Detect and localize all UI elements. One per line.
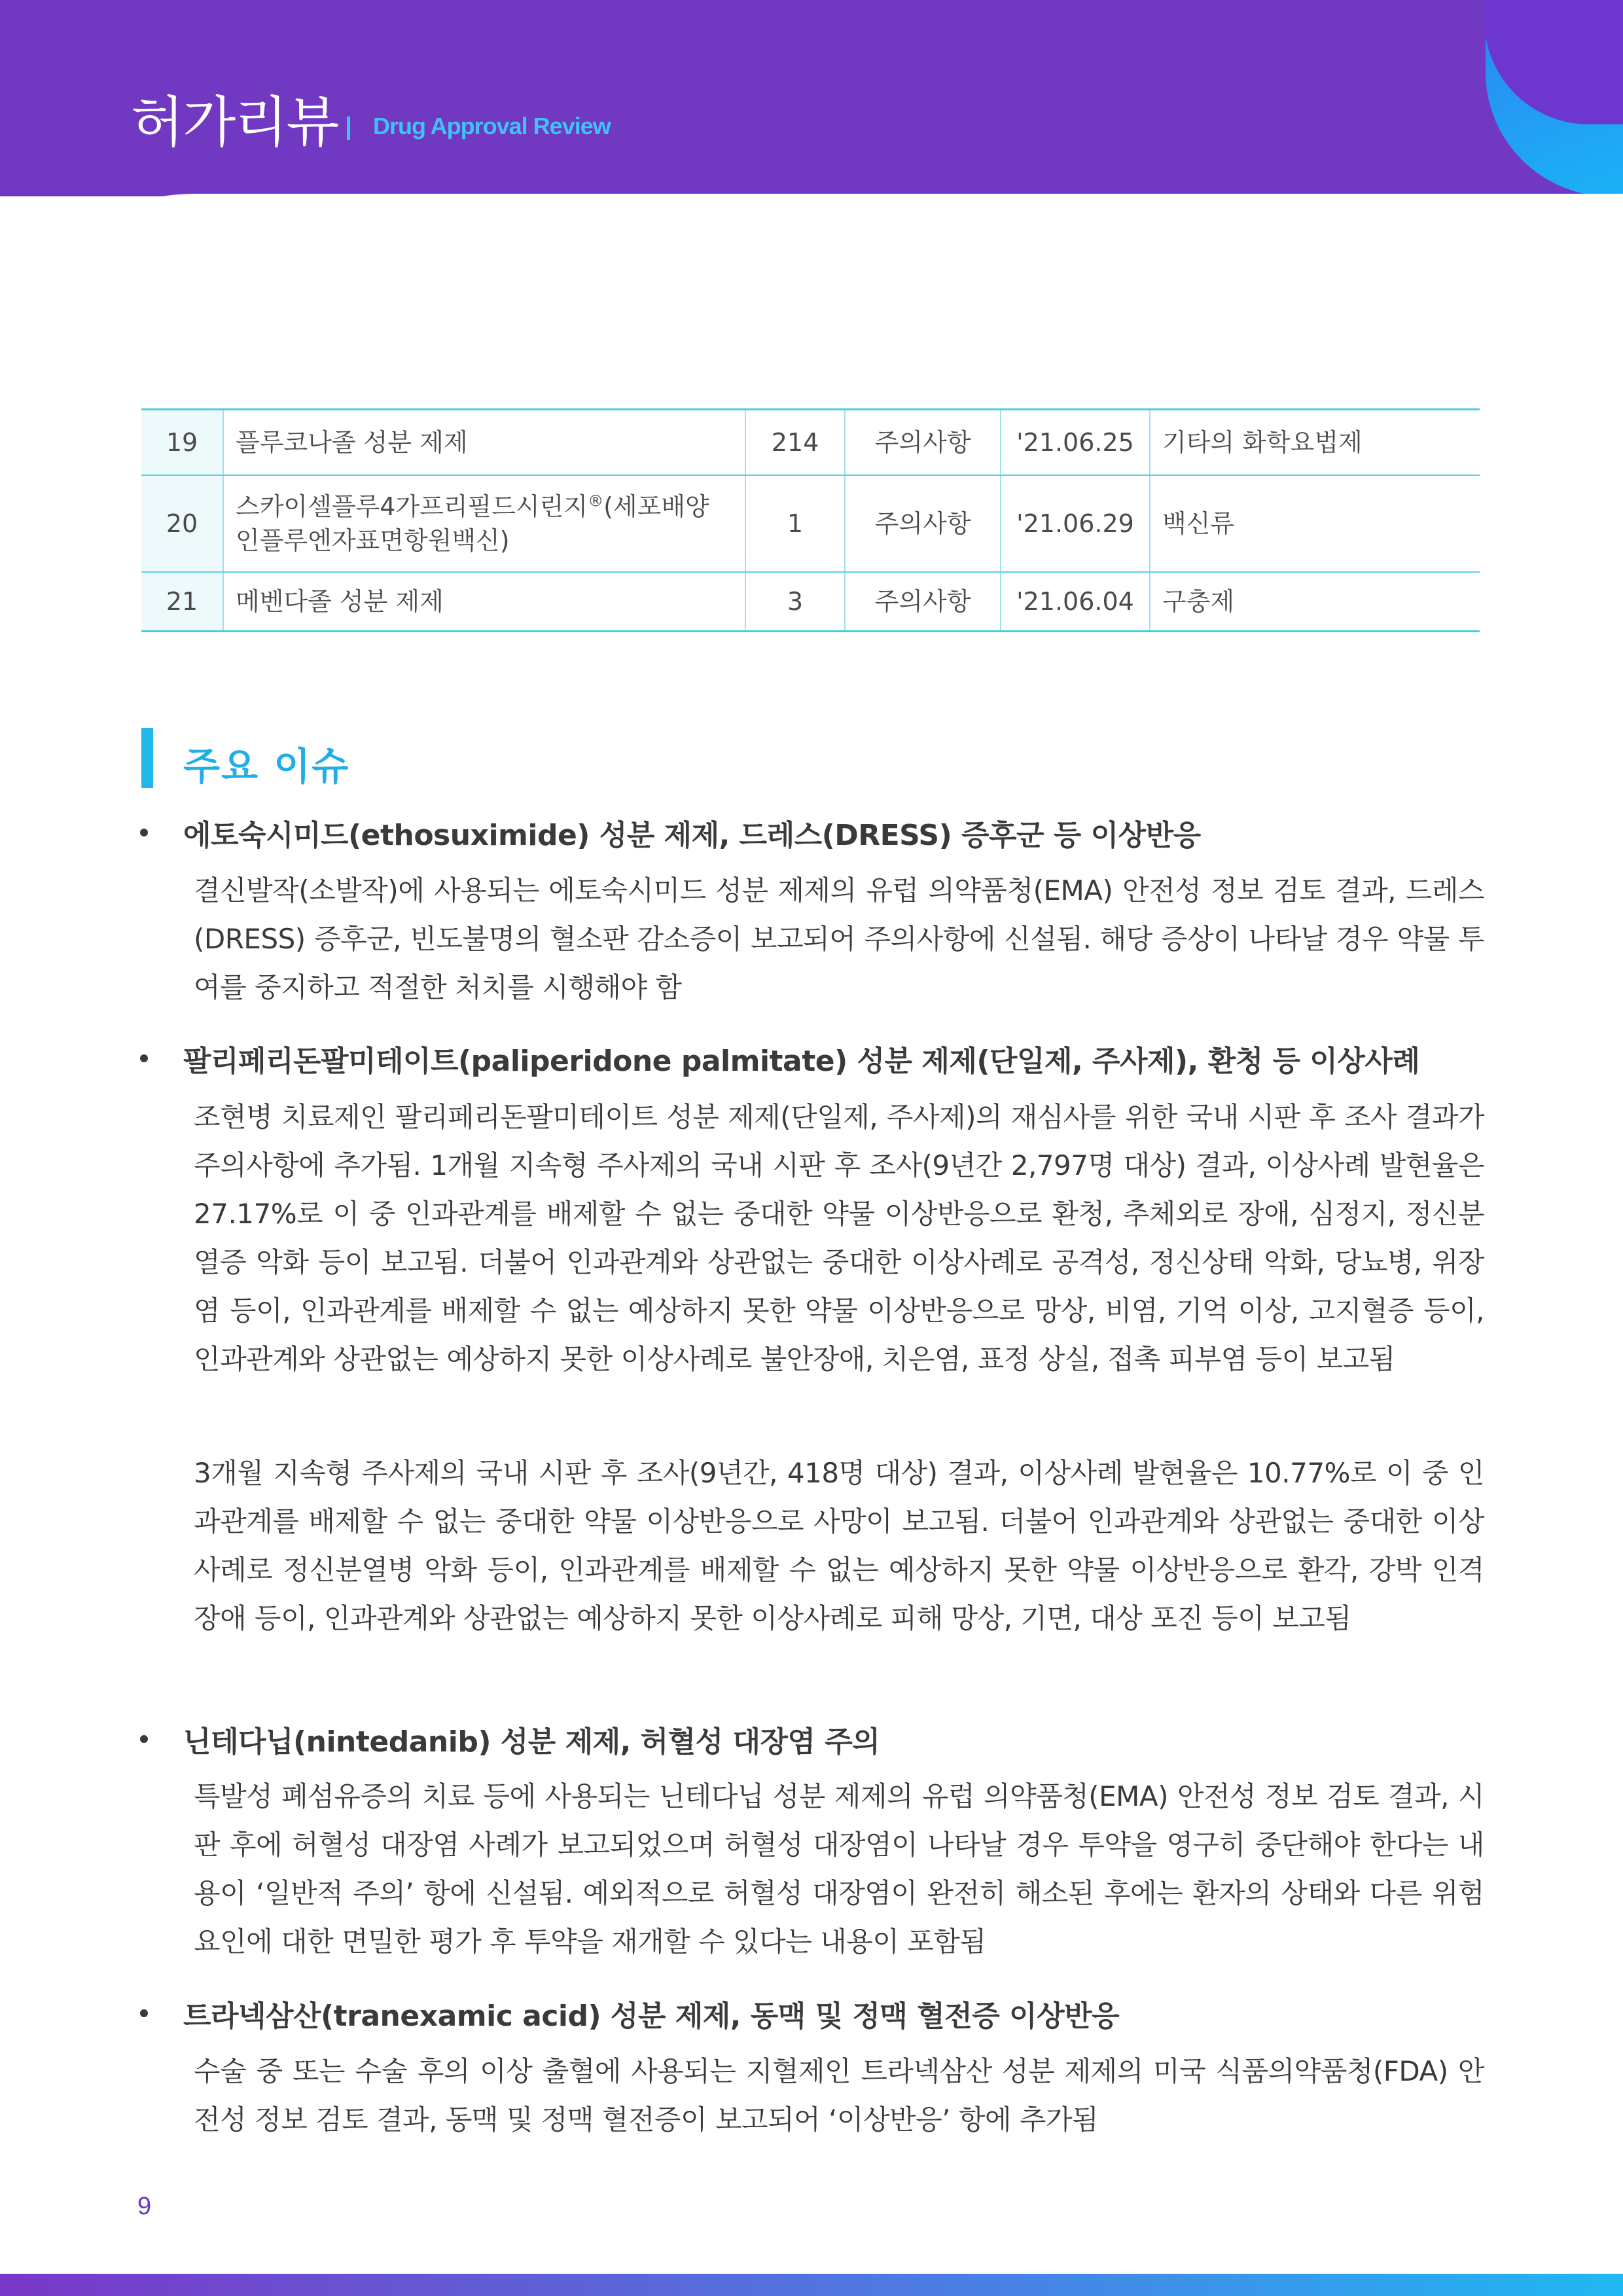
change-type: 주의사항 — [845, 410, 1001, 476]
bullet-icon — [140, 1735, 148, 1743]
bullet-icon — [140, 1054, 148, 1062]
product-name: 메벤다졸 성분 제제 — [223, 572, 745, 632]
product-name: 스카이셀플루4가프리필드시린지®(세포배양 인플루엔자표면항원백신) — [223, 475, 745, 572]
issue-title: 닌테다닙(nintedanib) 성분 제제, 허혈성 대장염 주의 — [183, 1725, 880, 1759]
approval-table — [141, 408, 1480, 632]
issue-paragraph: 3개월 지속형 주사제의 국내 시판 후 조사(9년간, 418명 대상) 결과, 이상사례 발현율은 10.77%로 이 중 인과관계를 배제할 수 없는 중대한 약물 이상반응으로 사망이 보고됨. 더불어 인과관계와 상관없는 중대한 이상사례로 정신분열병 악화 등이, 인과관계를 배제할 수 없는 예상하지 못한 약물 이상반응으로 환각, 강박 인격 장애 등이, 인과관계와 상관없는 예상하지 못한 이상사례로 피해 망상, 기면, 대상 포진 등이 보고됨 — [194, 1457, 1484, 1634]
issue-paragraph: 조현병 치료제인 팔리페리돈팔미테이트 성분 제제(단일제, 주사제)의 재심사를 위한 국내 시판 후 조사 결과가 주의사항에 추가됨. 1개월 지속형 주사제의 국내 시판 후 조사(9년간 2,797명 대상) 결과, 이상사례 발현율은 27.17%로 이 중 인과관계를 배제할 수 없는 중대한 약물 이상반응으로 환청, 추체외로 장애, 심정지, 정신분열증 악화 등이 보고됨. 더불어 인과관계와 상관없는 중대한 이상사례로 공격성, 정신상태 악화, 당뇨병, 위장염 등이, 인과관계를 배제할 수 없는 예상하지 못한 약물 이상반응으로 망상, 비염, 기억 이상, 고지혈증 등이, 인과관계와 상관없는 예상하지 못한 이상사례로 불안장애, 치은염, 표정 상실, 접촉 피부염 등이 보고됨 — [194, 1101, 1484, 1375]
issue-title: 트라넥삼산(tranexamic acid) 성분 제제, 동맥 및 정맥 혈전증 이상반응 — [183, 2000, 1120, 2033]
issue-title: 팔리페리돈팔미테이트(paliperidone palmitate) 성분 제제(단일제, 주사제), 환청 등 이상사례 — [183, 1045, 1420, 1078]
issue-title: 에토숙시미드(ethosuximide) 성분 제제, 드레스(DRESS) 증후군 등 이상반응 — [183, 819, 1201, 852]
change-type: 주의사항 — [845, 475, 1001, 572]
drug-class: 백신류 — [1150, 475, 1480, 572]
issue-paragraph: 수술 중 또는 수술 후의 이상 출혈에 사용되는 지혈제인 트라넥삼산 성분 제제의 미국 식품의약품청(FDA) 안전성 정보 검토 결과, 동맥 및 정맥 혈전증이 보고되어 ‘이상반응’ 항에 추가됨 — [194, 2055, 1484, 2136]
item-count: 1 — [745, 475, 845, 572]
row-number: 19 — [141, 410, 223, 476]
page-number: 9 — [137, 2193, 152, 2220]
issue-paragraph: 결신발작(소발작)에 사용되는 에토숙시미드 성분 제제의 유럽 의약품청(EMA) 안전성 정보 검토 결과, 드레스(DRESS) 증후군, 빈도불명의 혈소판 감소증이 보고되어 주의사항에 신설됨. 해당 증상이 나타날 경우 약물 투여를 중지하고 적절한 처치를 시행해야 함 — [194, 874, 1484, 1003]
change-date: '21.06.25 — [1001, 410, 1150, 476]
table-row — [141, 572, 1480, 632]
page-header — [0, 0, 1623, 196]
change-type: 주의사항 — [845, 572, 1001, 632]
change-date: '21.06.04 — [1001, 572, 1150, 632]
header-title: 허가리뷰 — [131, 90, 338, 154]
issue-paragraph: 특발성 폐섬유증의 치료 등에 사용되는 닌테다닙 성분 제제의 유럽 의약품청(EMA) 안전성 정보 검토 결과, 시판 후에 허혈성 대장염 사례가 보고되었으며 허혈성 대장염이 나타날 경우 투약을 영구히 중단해야 한다는 내용이 ‘일반적 주의’ 항에 신설됨. 예외적으로 허혈성 대장염이 완전히 해소된 후에는 환자의 상태와 다른 위험 요인에 대한 면밀한 평가 후 투약을 재개할 수 있다는 내용이 포함됨 — [194, 1780, 1484, 1958]
header-divider — [347, 117, 350, 140]
table-row — [141, 410, 1480, 476]
section-title: 주요 이슈 — [183, 744, 350, 789]
header-subtitle: Drug Approval Review — [373, 113, 611, 139]
change-date: '21.06.29 — [1001, 475, 1150, 572]
bullet-icon — [140, 2009, 148, 2017]
bullet-icon — [140, 829, 148, 836]
row-number: 21 — [141, 572, 223, 632]
table-row — [141, 475, 1480, 572]
item-count: 3 — [745, 572, 845, 632]
footer-bar — [0, 2274, 1623, 2296]
item-count: 214 — [745, 410, 845, 476]
row-number: 20 — [141, 475, 223, 572]
drug-class: 기타의 화학요법제 — [1150, 410, 1480, 476]
product-name: 플루코나졸 성분 제제 — [223, 410, 745, 476]
section-accent-bar — [141, 728, 153, 788]
drug-class: 구충제 — [1150, 572, 1480, 632]
